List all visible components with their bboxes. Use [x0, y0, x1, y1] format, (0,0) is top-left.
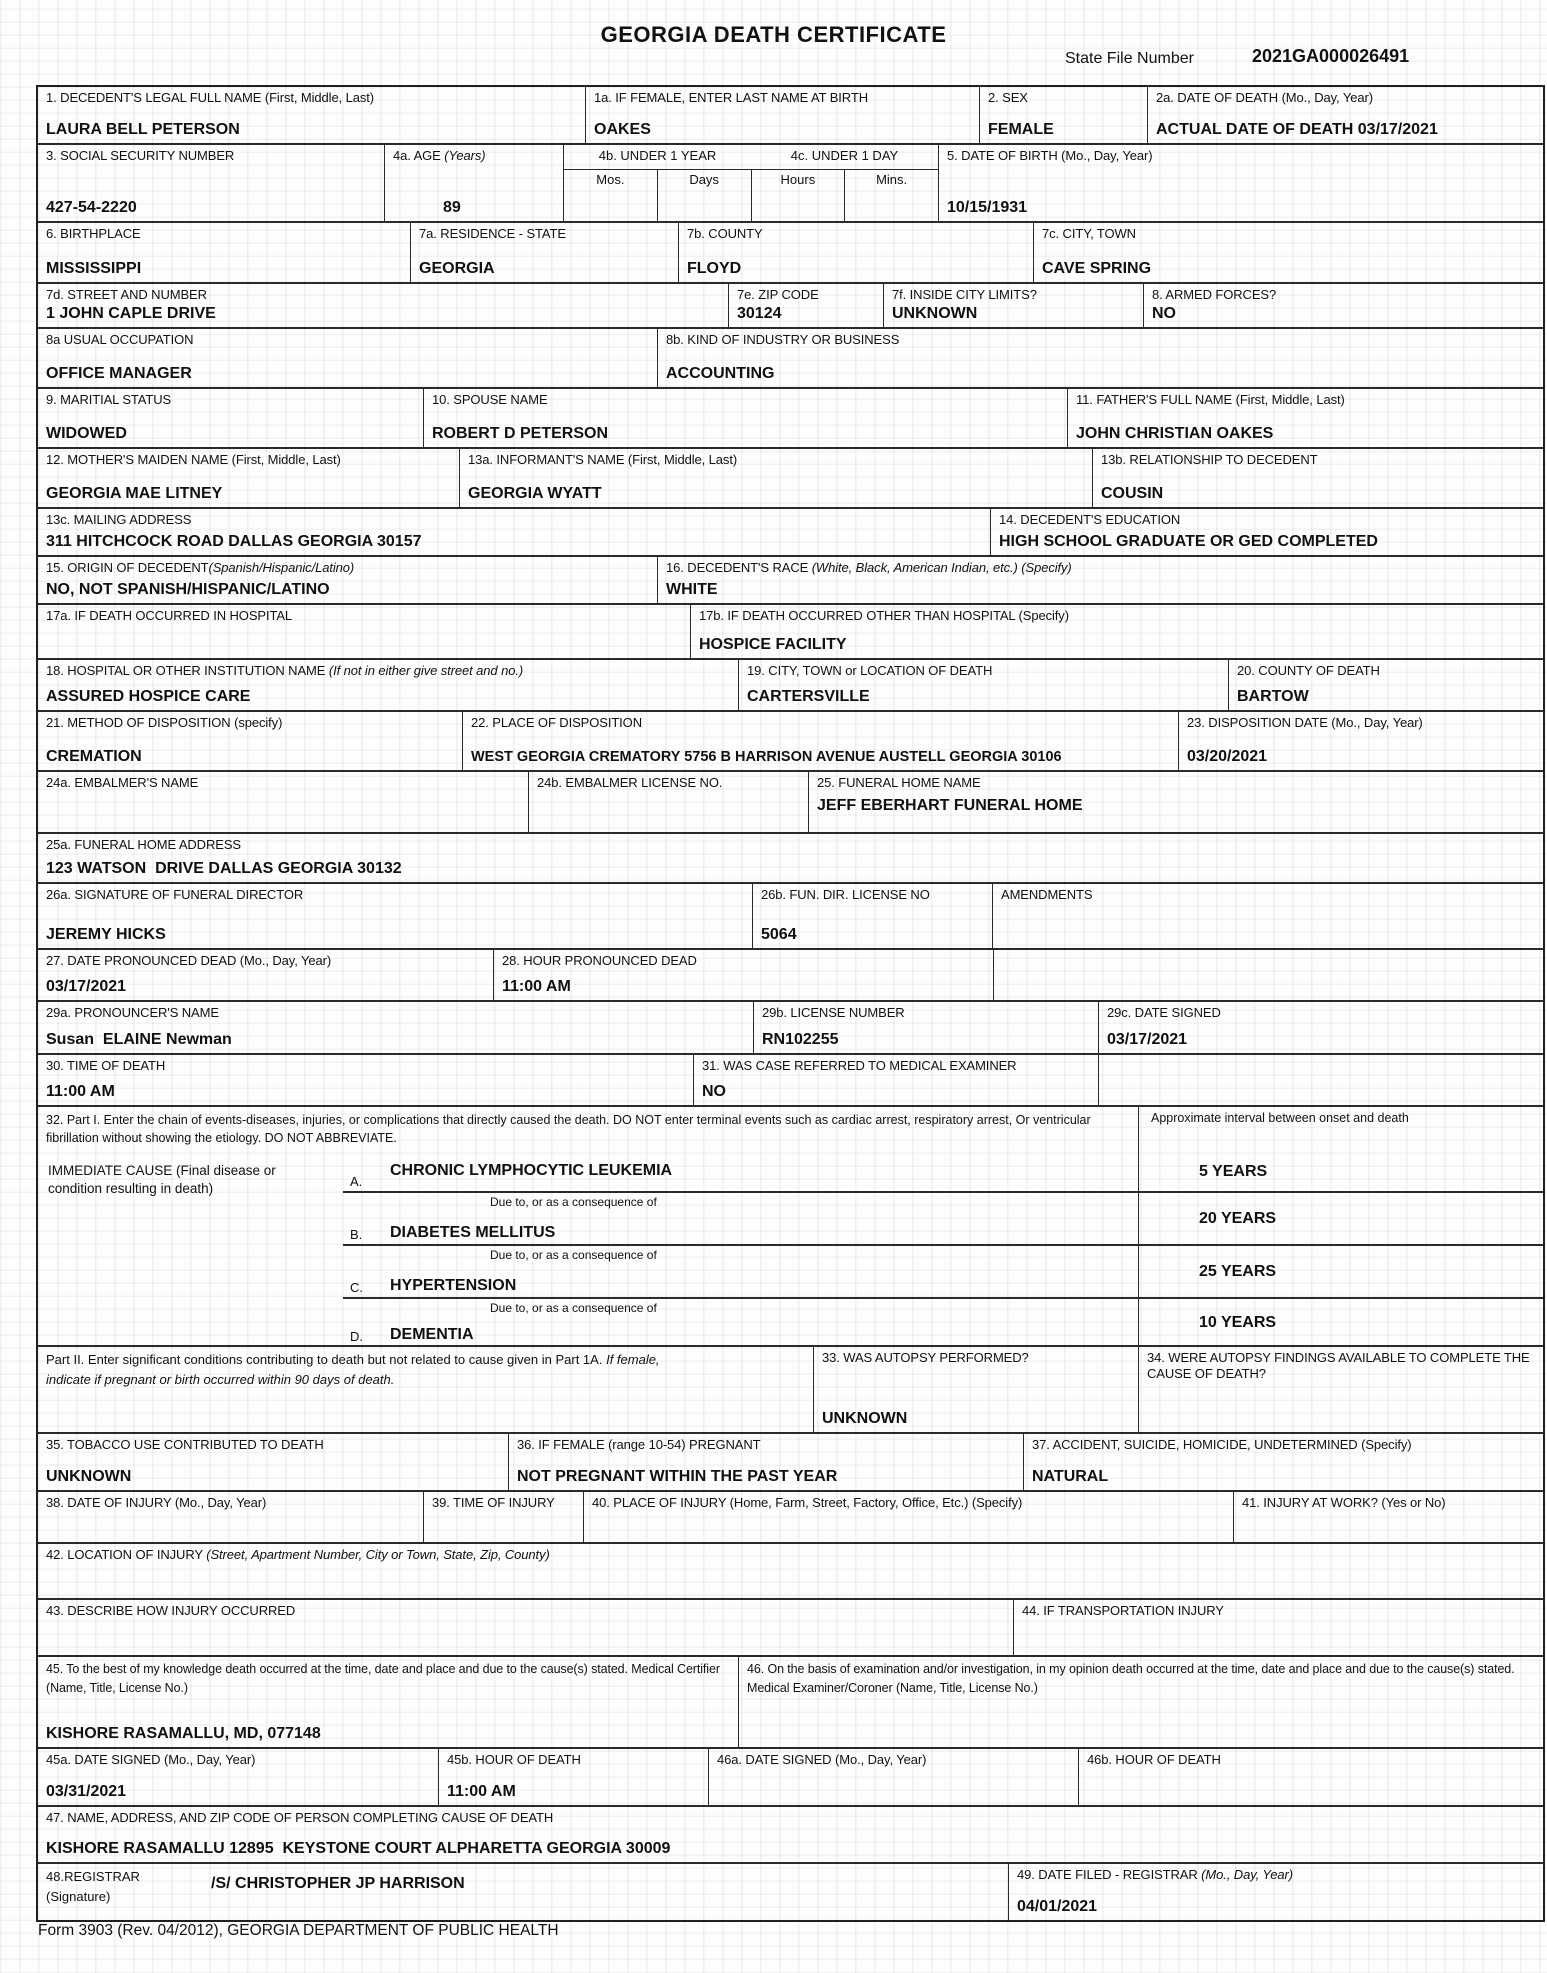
field-7a-residence-state: 7a. RESIDENCE - STATE GEORGIA — [410, 223, 678, 282]
field-8-armed-forces: 8. ARMED FORCES? NO — [1143, 284, 1543, 327]
cause-a-value: CHRONIC LYMPHOCYTIC LEUKEMIA — [390, 1161, 673, 1179]
field-17a-death-in-hospital: 17a. IF DEATH OCCURRED IN HOSPITAL — [46, 608, 293, 623]
field-31-medical-examiner-referral: 31. WAS CASE REFERRED TO MEDICAL EXAMINER NO — [693, 1055, 1098, 1105]
field-21-method-of-disposition: 21. METHOD OF DISPOSITION (specify) CREMATION — [46, 715, 283, 766]
cause-row-d: Due to, or as a consequence of D. DEMENTIA 10 YEARS — [38, 1298, 1543, 1347]
section-32-cause-of-death — [38, 1107, 1543, 1347]
field-49-date-filed: 49. DATE FILED - REGISTRAR (Mo., Day, Year) 04/01/2021 — [1008, 1864, 1543, 1920]
form-number-footer: Form 3903 (Rev. 04/2012), GEORGIA DEPARTMENT OF PUBLIC HEALTH — [38, 1922, 559, 1939]
field-46a-date-signed: 46a. DATE SIGNED (Mo., Day, Year) — [708, 1749, 1078, 1805]
interval-a-value: 5 YEARS — [1199, 1163, 1268, 1180]
field-48-value: /S/ CHRISTOPHER JP HARRISON — [211, 1875, 465, 1892]
field-amendments: AMENDMENTS — [992, 884, 1543, 948]
cause-row-c: Due to, or as a consequence of C. HYPERTENSION 25 YEARS — [38, 1245, 1543, 1298]
field-29c-date-signed: 29c. DATE SIGNED 03/17/2021 — [1098, 1002, 1543, 1053]
field-14-education: 14. DECEDENT'S EDUCATION HIGH SCHOOL GRADUATE OR GED COMPLETED — [990, 509, 1543, 555]
field-43-how-injury-occurred: 43. DESCRIBE HOW INJURY OCCURRED — [46, 1603, 296, 1618]
field-8a-occupation: 8a USUAL OCCUPATION OFFICE MANAGER — [46, 332, 194, 383]
field-13c-mailing-address: 13c. MAILING ADDRESS 311 HITCHCOCK ROAD DALLAS GEORGIA 30157 — [46, 512, 422, 551]
field-1a-birth-name: 1a. IF FEMALE, ENTER LAST NAME AT BIRTH OAKES — [585, 87, 979, 143]
interval-column-header: Approximate interval between onset and death — [1138, 1107, 1543, 1152]
cause-b-value: DIABETES MELLITUS — [390, 1224, 556, 1241]
field-48-registrar-signature — [38, 1864, 1008, 1920]
field-4b-label: 4b. UNDER 1 YEAR — [598, 148, 717, 163]
field-40-place-of-injury: 40. PLACE OF INJURY (Home, Farm, Street, Factory, Office, Etc.) (Specify) — [583, 1492, 1233, 1542]
field-24b-embalmer-license: 24b. EMBALMER LICENSE NO. — [528, 772, 808, 832]
blank-cell — [1098, 1055, 1543, 1105]
field-26a-funeral-director-signature: 26a. SIGNATURE OF FUNERAL DIRECTOR JEREMY HICKS — [46, 887, 304, 944]
field-13b-relationship: 13b. RELATIONSHIP TO DECEDENT COUSIN — [1092, 449, 1543, 507]
col-mins: Mins. — [844, 170, 938, 221]
field-7f-inside-city-limits: 7f. INSIDE CITY LIMITS? UNKNOWN — [883, 284, 1143, 327]
field-20-county-of-death: 20. COUNTY OF DEATH BARTOW — [1228, 660, 1543, 710]
field-46-medical-examiner: 46. On the basis of examination and/or investigation, in my opinion death occurred at the time, date and place and due to the cause(s) stated. Medical Examiner/Coroner (Name, Title, License No.) — [738, 1657, 1543, 1747]
field-29a-pronouncer-name: 29a. PRONOUNCER'S NAME Susan ELAINE Newman — [46, 1005, 232, 1049]
field-27-date-pronounced-dead: 27. DATE PRONOUNCED DEAD (Mo., Day, Year) 03/17/2021 — [46, 953, 332, 996]
field-2-sex: 2. SEX FEMALE — [979, 87, 1147, 143]
field-48-label: 48.REGISTRAR — [46, 1869, 140, 1884]
field-41-injury-at-work: 41. INJURY AT WORK? (Yes or No) — [1233, 1492, 1543, 1542]
field-11-father-name: 11. FATHER'S FULL NAME (First, Middle, Last) JOHN CHRISTIAN OAKES — [1067, 389, 1543, 447]
field-24a-embalmer-name: 24a. EMBALMER'S NAME — [46, 775, 199, 790]
field-26b-funeral-director-license: 26b. FUN. DIR. LICENSE NO 5064 — [752, 884, 992, 948]
field-46b-hour-of-death: 46b. HOUR OF DEATH — [1078, 1749, 1543, 1805]
field-1-value: LAURA BELL PETERSON — [46, 121, 240, 139]
field-16-race: 16. DECEDENT'S RACE (White, Black, American Indian, etc.) (Specify) WHITE — [657, 557, 1543, 603]
field-42-location-of-injury: 42. LOCATION OF INJURY (Street, Apartment Number, City or Town, State, Zip, County) — [46, 1547, 550, 1562]
interval-c-value: 25 YEARS — [1199, 1262, 1277, 1280]
field-15-origin: 15. ORIGIN OF DECEDENT(Spanish/Hispanic/Latino) NO, NOT SPANISH/HISPANIC/LATINO — [46, 560, 355, 599]
field-29b-license-number: 29b. LICENSE NUMBER RN102255 — [753, 1002, 1098, 1053]
field-12-mother-maiden-name: 12. MOTHER'S MAIDEN NAME (First, Middle, Last) GEORGIA MAE LITNEY — [46, 452, 341, 503]
field-2a-date-of-death: 2a. DATE OF DEATH (Mo., Day, Year) ACTUAL DATE OF DEATH 03/17/2021 — [1147, 87, 1543, 143]
field-25a-funeral-home-address: 25a. FUNERAL HOME ADDRESS 123 WATSON DRIVE DALLAS GEORGIA 30132 — [46, 837, 402, 878]
field-37-manner-of-death: 37. ACCIDENT, SUICIDE, HOMICIDE, UNDETERMINED (Specify) NATURAL — [1023, 1434, 1543, 1490]
cause-row-b: Due to, or as a consequence of B. DIABETES MELLITUS 20 YEARS — [38, 1192, 1543, 1245]
field-44-transportation-injury: 44. IF TRANSPORTATION INJURY — [1013, 1600, 1543, 1655]
field-33-autopsy-performed: 33. WAS AUTOPSY PERFORMED? UNKNOWN — [813, 1347, 1138, 1432]
interval-d-value: 10 YEARS — [1199, 1313, 1277, 1331]
field-13a-informant-name: 13a. INFORMANT'S NAME (First, Middle, Last) GEORGIA WYATT — [459, 449, 1092, 507]
field-7b-county: 7b. COUNTY FLOYD — [678, 223, 1033, 282]
state-file-number-value: 2021GA000026491 — [1252, 46, 1410, 66]
field-23-disposition-date: 23. DISPOSITION DATE (Mo., Day, Year) 03/20/2021 — [1178, 712, 1543, 770]
amendments-continuation — [993, 950, 1543, 1000]
field-3-ssn: 3. SOCIAL SECURITY NUMBER 427-54-2220 — [46, 148, 235, 217]
field-8b-industry: 8b. KIND OF INDUSTRY OR BUSINESS ACCOUNTING — [657, 329, 1543, 387]
page-title: GEORGIA DEATH CERTIFICATE — [600, 22, 947, 47]
cause-c-value: HYPERTENSION — [390, 1277, 517, 1294]
field-39-time-of-injury: 39. TIME OF INJURY — [423, 1492, 583, 1542]
field-4a-age: 4a. AGE (Years) 89 — [384, 145, 563, 221]
field-30-time-of-death: 30. TIME OF DEATH 11:00 AM — [46, 1058, 166, 1101]
field-47-person-completing-cause-of-death: 47. NAME, ADDRESS, AND ZIP CODE OF PERSON COMPLETING CAUSE OF DEATH KISHORE RASAMALLU 12895 KEYSTONE COURT ALPHARETTA GEORGIA 30009 — [46, 1810, 671, 1858]
field-1-label: 1. DECEDENT'S LEGAL FULL NAME (First, Middle, Last) — [46, 90, 375, 105]
col-hours: Hours — [751, 170, 845, 221]
field-48-sublabel: (Signature) — [46, 1888, 111, 1904]
field-1-decedent-name — [38, 87, 585, 143]
col-days: Days — [657, 170, 751, 221]
immediate-cause-label: IMMEDIATE CAUSE (Final disease or condition resulting in death) — [48, 1163, 276, 1197]
field-36-if-female-pregnant: 36. IF FEMALE (range 10-54) PREGNANT NOT PREGNANT WITHIN THE PAST YEAR — [508, 1434, 1023, 1490]
part-2-contributing-conditions: Part II. Enter significant conditions contributing to death but not related to cause given in Part 1A. If female, indicate if pregnant or birth occurred within 90 days of death. — [46, 1352, 660, 1387]
section-32-instruction: 32. Part I. Enter the chain of events-diseases, injuries, or complications that directly caused the death. DO NOT enter terminal events such as cardiac arrest, respiratory arrest, Or ventricular fibrillation without showing the etiology. DO NOT ABBREVIATE. — [46, 1113, 1091, 1146]
field-35-tobacco-use: 35. TOBACCO USE CONTRIBUTED TO DEATH UNKNOWN — [46, 1437, 324, 1486]
field-6-birthplace: 6. BIRTHPLACE MISSISSIPPI — [46, 226, 142, 278]
cause-d-value: DEMENTIA — [390, 1326, 474, 1343]
field-4c-label: 4c. UNDER 1 DAY — [790, 148, 899, 163]
field-45-medical-certifier: 45. To the best of my knowledge death occurred at the time, date and place and due to the cause(s) stated. Medical Certifier (Name, Title, License No.) KISHORE RASAMALLU, MD, 077148 — [46, 1662, 720, 1743]
field-25-funeral-home-name: 25. FUNERAL HOME NAME JEFF EBERHART FUNERAL HOME — [808, 772, 1543, 832]
field-4b-4c-under-one-year — [563, 145, 938, 221]
field-17b-death-other-than-hospital: 17b. IF DEATH OCCURRED OTHER THAN HOSPITAL (Specify) HOSPICE FACILITY — [690, 605, 1543, 658]
certificate-table — [36, 85, 1545, 1922]
field-19-location-of-death: 19. CITY, TOWN or LOCATION OF DEATH CARTERSVILLE — [738, 660, 1228, 710]
field-7c-city-town: 7c. CITY, TOWN CAVE SPRING — [1033, 223, 1543, 282]
field-38-date-of-injury: 38. DATE OF INJURY (Mo., Day, Year) — [46, 1495, 267, 1510]
field-5-date-of-birth: 5. DATE OF BIRTH (Mo., Day, Year) 10/15/1931 — [938, 145, 1543, 221]
field-22-place-of-disposition: 22. PLACE OF DISPOSITION WEST GEORGIA CREMATORY 5756 B HARRISON AVENUE AUSTELL GEORGIA 30106 — [462, 712, 1178, 770]
field-45a-date-signed: 45a. DATE SIGNED (Mo., Day, Year) 03/31/2021 — [46, 1752, 256, 1801]
cause-row-a: A. CHRONIC LYMPHOCYTIC LEUKEMIA 5 YEARS — [38, 1152, 1543, 1192]
field-10-spouse-name: 10. SPOUSE NAME ROBERT D PETERSON — [423, 389, 1067, 447]
field-18-institution-name: 18. HOSPITAL OR OTHER INSTITUTION NAME (If not in either give street and no.) ASSURED HOSPICE CARE — [46, 663, 524, 706]
field-9-marital-status: 9. MARITIAL STATUS WIDOWED — [46, 392, 172, 443]
interval-b-value: 20 YEARS — [1199, 1209, 1277, 1227]
field-45b-hour-of-death: 45b. HOUR OF DEATH 11:00 AM — [438, 1749, 708, 1805]
field-28-hour-pronounced-dead: 28. HOUR PRONOUNCED DEAD 11:00 AM — [493, 950, 993, 1000]
field-7e-zip: 7e. ZIP CODE 30124 — [728, 284, 883, 327]
col-mos: Mos. — [596, 172, 625, 187]
field-7d-street: 7d. STREET AND NUMBER 1 JOHN CAPLE DRIVE — [46, 287, 216, 323]
state-file-number-label: State File Number — [1065, 50, 1194, 67]
field-34-autopsy-findings: 34. WERE AUTOPSY FINDINGS AVAILABLE TO COMPLETE THE CAUSE OF DEATH? — [1138, 1347, 1543, 1432]
